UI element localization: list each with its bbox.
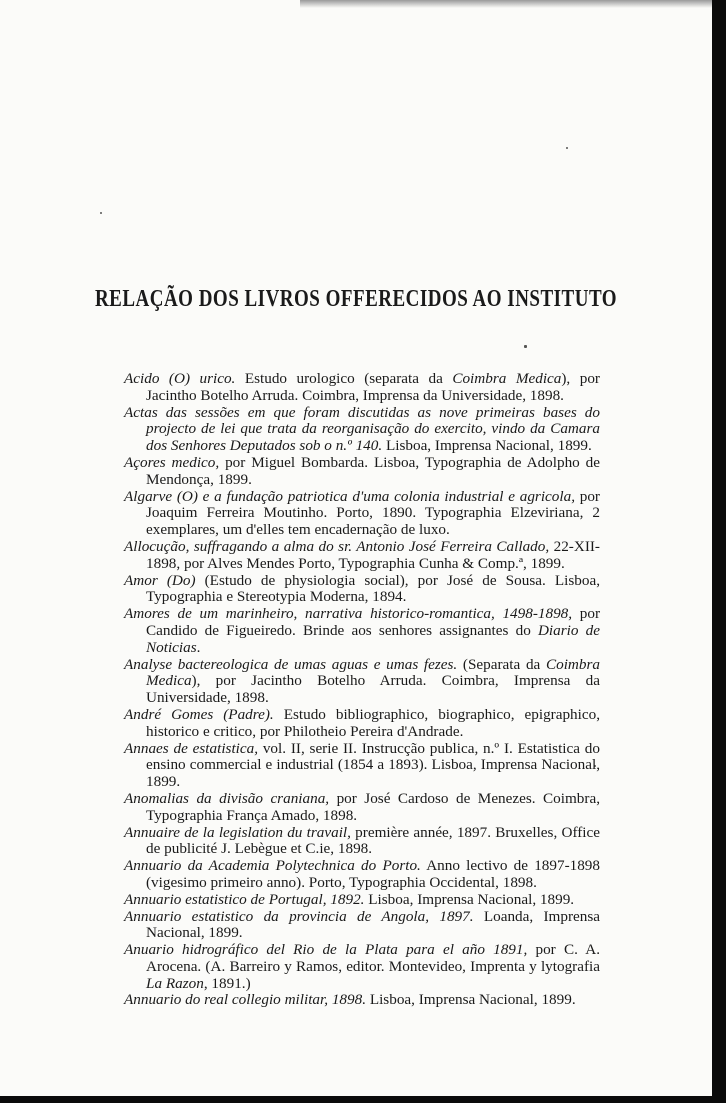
entry-title: Algarve (O) e a fundação patriotica d'uma colonia industrial e agricola, (124, 487, 575, 505)
entry-text: (Separata da (457, 655, 546, 673)
entry-title: Annuario do real collegio militar, 1898. (124, 991, 367, 1009)
entry-text: por C. A. Arocena. (A. Barreiro y Ramos, editor. Montevideo, Imprenta y lytografia (146, 941, 600, 975)
list-item (124, 371, 600, 405)
entry-title: Annuaire de la legislation du travail, (124, 823, 351, 841)
entry-text: Estudo urologico (separata da (235, 370, 453, 387)
entry-text-2: . (196, 638, 201, 656)
list-item (124, 539, 600, 573)
scan-speck (524, 345, 527, 348)
list-item (124, 858, 600, 892)
entry-title: Anuario hidrográfico del Rio de la Plata para el año 1891, (124, 941, 528, 959)
list-item (124, 825, 600, 859)
entry-title: Annuario da Academia Polytechnica do Porto. (124, 857, 421, 875)
scan-shadow (300, 0, 712, 8)
entry-text: por José Cardoso de Menezes. Coimbra, Typographia França Amado, 1898. (146, 789, 600, 824)
entry-text: 22-XII-1898, por Alves Mendes Porto, Typographia Cunha & Comp.ª, 1899. (146, 537, 600, 572)
list-item (124, 741, 600, 791)
entry-text: por Joaquim Ferreira Moutinho. Porto, 1890. Typographia Elzeviriana, 2 exemplares, um d'elles tem encadernação de luxo. (146, 487, 600, 539)
scan-border-bottom (0, 1096, 726, 1103)
entry-title: Anomalias da divisão craniana, (124, 789, 330, 807)
entry-text: Lisboa, Imprensa Nacional, 1899. (366, 991, 576, 1009)
entry-title: Annaes de estatistica, (124, 739, 259, 757)
entry-text: vol. II, serie II. Instrucção publica, n.º I. Estatistica do ensino commercial e industrial (1854 a 1893). Lisboa, Imprensa Nacional, 1899. (146, 739, 600, 791)
entry-text: Estudo bibliographico, biographico, epigraphico, historico e critico, por Philotheio Pereira d'Andrade. (146, 705, 600, 740)
entry-text: Loanda, Imprensa Nacional, 1899. (146, 907, 600, 942)
list-item (124, 573, 600, 607)
entry-text: por Miguel Bombarda. Lisboa, Typographia de Adolpho de Mendonça, 1899. (146, 453, 600, 488)
entry-text: Lisboa, Imprensa Nacional, 1899. (364, 890, 575, 908)
entry-text: (Estudo de physiologia social), por José de Sousa. Lisboa, Typographia e Stereotypia Moderna, 1894. (146, 571, 600, 606)
entry-text-2: ), por Jacintho Botelho Arruda. Coimbra, Imprensa da Universidade, 1898. (146, 370, 600, 404)
entry-title-2: La Razon (146, 974, 204, 992)
entry-text: première année, 1897. Bruxelles, Office de publicité J. Lebègue et C.ie, 1898. (146, 823, 601, 858)
entry-title-2: Diario de Noticias (146, 621, 600, 656)
entry-title: Actas das sessões em que foram discutidas as nove primeiras bases do projecto de lei que trata da reorganisação do exercito, vindo da Camara dos Senhores Deputados sob o n.º 140. (124, 403, 600, 455)
list-item (124, 992, 600, 1009)
entry-title: Acido (O) urico. (124, 370, 236, 387)
list-item (124, 892, 600, 909)
entry-title: Allocução, suffragando a alma do sr. Antonio José Ferreira Callado, (124, 537, 550, 555)
entry-title: Açores medico, (124, 453, 220, 471)
list-item (124, 489, 600, 539)
list-item (124, 791, 600, 825)
entry-title: André Gomes (Padre). (124, 705, 274, 723)
list-item (124, 909, 600, 943)
entry-text: Lisboa, Imprensa Nacional, 1899. (382, 437, 592, 455)
scan-speck (566, 147, 568, 149)
list-item (124, 707, 600, 741)
entry-title-2: Coimbra Medica (146, 655, 600, 690)
scan-speck (100, 212, 102, 214)
entry-text-2: , 1891.) (203, 974, 251, 992)
entry-title: Annuario estatistico de Portugal, 1892. (124, 890, 365, 908)
list-item (124, 606, 600, 656)
list-item (124, 657, 600, 707)
entry-title: Amor (Do) (124, 571, 196, 589)
list-item (124, 942, 600, 992)
book-list (124, 371, 600, 1009)
entry-text: Anno lectivo de 1897-1898 (vigesimo primeiro anno). Porto, Typographia Occidental, 1898. (146, 857, 600, 891)
entry-title: Annuario estatistico da provincia de Angola, 1897. (124, 907, 474, 925)
list-item (124, 455, 600, 489)
list-item (124, 405, 600, 455)
entry-title: Amores de um marinheiro, narrativa historico-romantica, 1498-1898, (124, 605, 573, 623)
entry-title: Analyse bactereologica de umas aguas e umas fezes. (124, 655, 458, 673)
scan-border-right (712, 0, 726, 1103)
entry-text-2: ), por Jacintho Botelho Arruda. Coimbra, Imprensa da Universidade, 1898. (146, 672, 600, 707)
entry-title-2: Coimbra Medica (452, 370, 562, 387)
entry-text: por Candido de Figueiredo. Brinde aos senhores assignantes do (146, 605, 600, 639)
page-title: RELAÇÃO DOS LIVROS OFFERECIDOS AO INSTITUTO (94, 286, 618, 313)
